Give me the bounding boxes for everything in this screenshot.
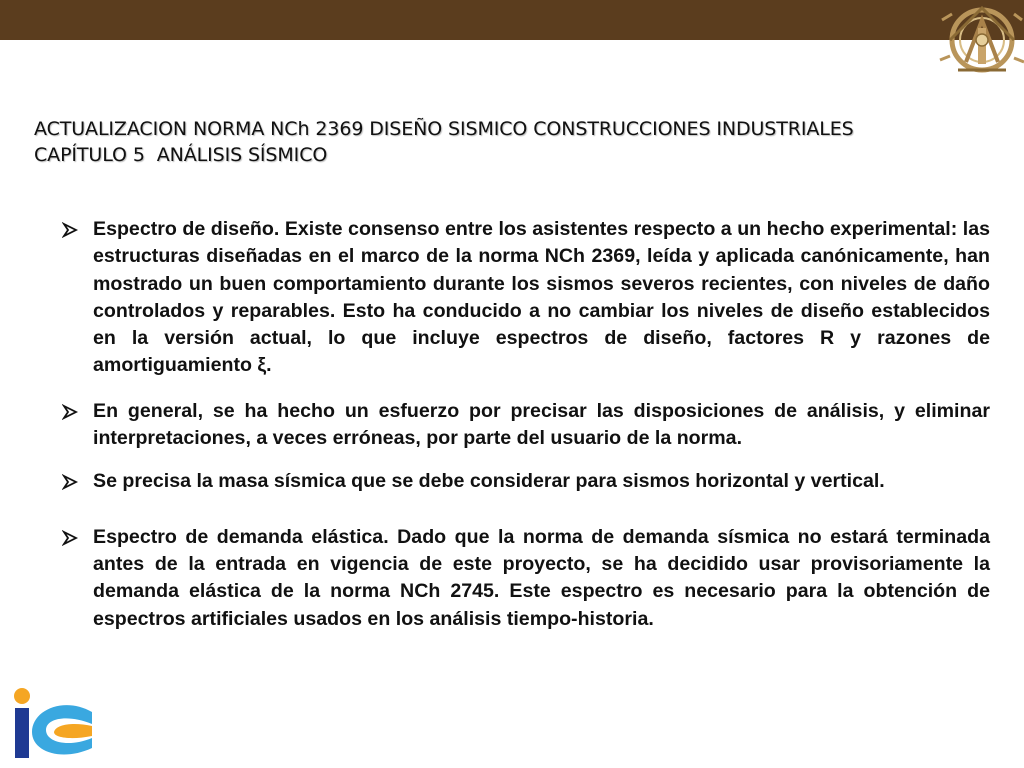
- institution-crest-icon: [936, 0, 1024, 88]
- bullet-text: Espectro de demanda elástica. Dado que la norma de demanda sísmica no estará terminada antes de la entrada en vigencia de este proyecto, se ha decidido usar provisoriamente la demanda elástica de la norma NCh 2745. Este espectro es necesario para la obtención de espectros artificiales usados en los análisis tiempo-historia.: [93, 525, 990, 630]
- bullet-text: Se precisa la masa sísmica que se debe considerar para sismos horizontal y vertical.: [93, 470, 885, 493]
- slide-title: [34, 116, 1004, 168]
- arrow-bullet-icon: [62, 474, 80, 490]
- arrow-bullet-icon: [62, 404, 80, 420]
- bullet-item: [62, 468, 990, 495]
- bullet-text: En general, se ha hecho un esfuerzo por precisar las disposiciones de análisis, y eliminar interpretaciones, a veces erróneas, por parte del usuario de la norma.: [93, 399, 990, 450]
- bullet-item: [62, 524, 990, 633]
- bullet-list: [62, 216, 990, 633]
- arrow-bullet-icon: [62, 530, 80, 546]
- bullet-item: [62, 216, 990, 380]
- bullet-text: Espectro de diseño. Existe consenso entre los asistentes respecto a un hecho experimental: las estructuras diseñadas en el marco de la norma NCh 2369, leída y aplicada canónicamente, han mostrado un buen comportamiento durante los sismos severos recientes, con niveles de daño controlados y reparables. Esto ha conducido a no cambiar los niveles de diseño establecidos en la versión actual, lo que incluye espectros de diseño, factores R y razones de amortiguamiento ξ.: [93, 218, 990, 377]
- header-bar: [0, 0, 1024, 40]
- arrow-bullet-icon: [62, 222, 80, 238]
- organization-logo-icon: [4, 686, 96, 766]
- bullet-item: [62, 398, 990, 453]
- title-line-2: CAPÍTULO 5 ANÁLISIS SÍSMICO: [34, 144, 328, 166]
- title-line-1: ACTUALIZACION NORMA NCh 2369 DISEÑO SISMICO CONSTRUCCIONES INDUSTRIALES: [34, 118, 854, 140]
